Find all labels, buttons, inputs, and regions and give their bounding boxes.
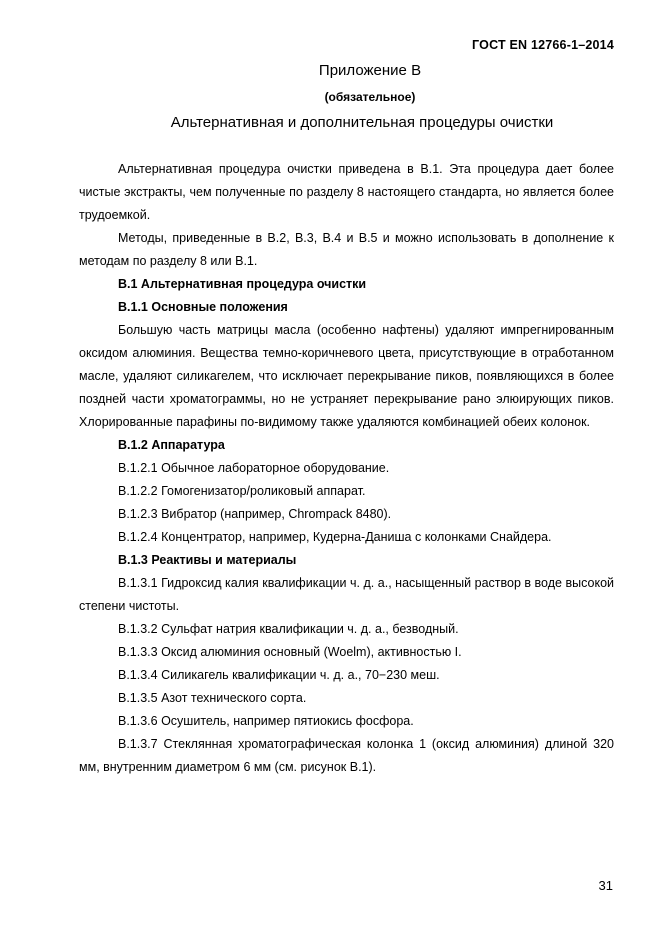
item-b123: В.1.2.3 Вибратор (например, Chrompack 8480). (118, 507, 392, 521)
body-text (79, 158, 614, 779)
item-b124: В.1.2.4 Концентратор, например, Кудерна-Даниша с колонками Снайдера. (118, 530, 552, 544)
paragraph-intro-1: Альтернативная процедура очистки приведена в В.1. Эта процедура дает более чистые экстракты, чем полученные по разделу 8 настоящего стандарта, но является более трудоемкой. (79, 162, 614, 222)
paragraph-intro-2: Методы, приведенные в В.2, В.3, В.4 и В.5 и можно использовать в дополнение к методам по разделу 8 или В.1. (79, 231, 614, 268)
section-heading-b1: В.1 Альтернативная процедура очистки (118, 277, 367, 291)
paragraph-b11: Большую часть матрицы масла (особенно нафтены) удаляют импрегнированным оксидом алюминия. Вещества темно-коричневого цвета, присутствующие в отработанном масле, удаляют силикагелем, что исключает перекрывание пиков, появляющихся в более поздней части хроматограммы, но не устраняет перекрывание рано элюирующих пиков. Хлорированные парафины по-видимому также удаляются комбинацией обеих колонок. (79, 323, 614, 429)
appendix-title (0, 62, 662, 79)
appendix-status-text: (обязательное) (324, 90, 416, 104)
document-code: ГОСТ EN 12766-1–2014 (472, 38, 614, 52)
section-heading-b13: В.1.3 Реактивы и материалы (118, 553, 297, 567)
item-b122: В.1.2.2 Гомогенизатор/роликовый аппарат. (118, 484, 366, 498)
page-number: 31 (598, 878, 613, 893)
item-b131: В.1.3.1 Гидроксид калия квалификации ч. д. а., насыщенный раствор в воде высокой степени чистоты. (79, 576, 614, 613)
item-b136: В.1.3.6 Осушитель, например пятиокись фосфора. (118, 714, 414, 728)
item-b121: В.1.2.1 Обычное лабораторное оборудование. (118, 461, 390, 475)
section-heading-b12: В.1.2 Аппаратура (118, 438, 225, 452)
item-b132: В.1.3.2 Сульфат натрия квалификации ч. д. а., безводный. (118, 622, 459, 636)
item-b137: В.1.3.7 Стеклянная хроматографическая колонка 1 (оксид алюминия) длиной 320 мм, внутренним диаметром 6 мм (см. рисунок В.1). (79, 737, 614, 774)
appendix-title-text: Приложение В (318, 62, 422, 79)
appendix-heading (0, 114, 662, 131)
item-b133: В.1.3.3 Оксид алюминия основный (Woelm), активностью I. (118, 645, 462, 659)
appendix-status (0, 90, 662, 104)
item-b134: В.1.3.4 Силикагель квалификации ч. д. а., 70−230 меш. (118, 668, 440, 682)
appendix-heading-text: Альтернативная и дополнительная процедуры очистки (170, 114, 554, 131)
item-b135: В.1.3.5 Азот технического сорта. (118, 691, 307, 705)
section-heading-b11: В.1.1 Основные положения (118, 300, 288, 314)
